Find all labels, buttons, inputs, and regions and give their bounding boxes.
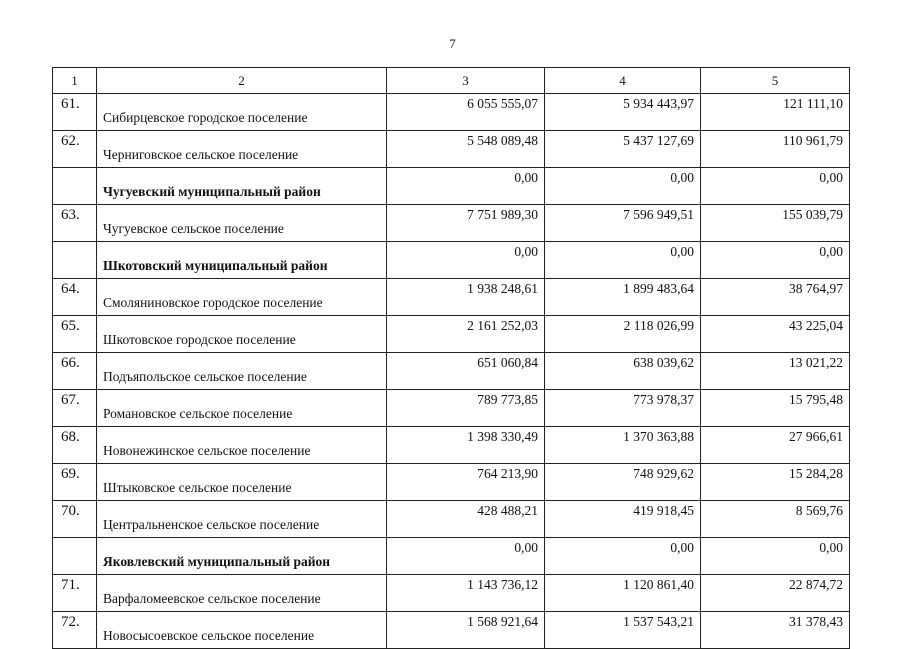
row-col-3-cell [387, 575, 545, 612]
row-col-4: 1 899 483,64 [623, 281, 694, 296]
row-col-4: 7 596 949,51 [623, 207, 694, 222]
allocation-table [52, 67, 850, 649]
table-row [53, 575, 850, 612]
row-col-4-cell [545, 131, 701, 168]
header-col-4: 4 [545, 68, 701, 94]
header-col-3: 3 [387, 68, 545, 94]
row-name: Варфаломеевское сельское поселение [103, 591, 321, 606]
row-col-5: 15 795,48 [789, 392, 843, 407]
row-number-cell [53, 353, 97, 390]
row-col-3: 651 060,84 [477, 355, 538, 370]
row-name: Яковлевский муниципальный район [103, 554, 331, 569]
row-name-cell [97, 205, 387, 242]
row-col-5: 38 764,97 [789, 281, 843, 296]
row-name: Новонежинское сельское поселение [103, 443, 311, 458]
row-col-4: 5 437 127,69 [623, 133, 694, 148]
row-name-cell [97, 168, 387, 205]
row-name: Подъяпольское сельское поселение [103, 369, 307, 384]
row-name-cell [97, 538, 387, 575]
row-col-3-cell [387, 131, 545, 168]
row-col-3-cell [387, 538, 545, 575]
header-col-5: 5 [701, 68, 850, 94]
row-col-3-cell [387, 464, 545, 501]
row-number: 67. [61, 392, 80, 408]
table-row [53, 390, 850, 427]
row-col-4: 1 537 543,21 [623, 614, 694, 629]
row-col-3-cell [387, 353, 545, 390]
row-name: Смоляниновское городское поселение [103, 295, 323, 310]
row-number-cell [53, 390, 97, 427]
row-col-3-cell [387, 94, 545, 131]
row-col-3: 7 751 989,30 [467, 207, 538, 222]
row-col-5-cell [701, 131, 850, 168]
row-name: Романовское сельское поселение [103, 406, 293, 421]
table-row [53, 464, 850, 501]
row-col-5-cell [701, 575, 850, 612]
row-name-cell [97, 242, 387, 279]
row-number: 65. [61, 318, 80, 334]
row-col-3-cell [387, 279, 545, 316]
table-row [53, 279, 850, 316]
district-row [53, 538, 850, 575]
row-col-4: 773 978,37 [633, 392, 694, 407]
table-row [53, 94, 850, 131]
row-col-5: 155 039,79 [782, 207, 843, 222]
row-col-5: 43 225,04 [789, 318, 843, 333]
row-col-3: 2 161 252,03 [467, 318, 538, 333]
row-name: Сибирцевское городское поселение [103, 110, 308, 125]
row-col-4: 748 929,62 [633, 466, 694, 481]
row-name-cell [97, 279, 387, 316]
row-col-4: 1 120 861,40 [623, 577, 694, 592]
row-col-5-cell [701, 168, 850, 205]
row-col-4-cell [545, 464, 701, 501]
row-col-4: 0,00 [670, 540, 694, 555]
row-col-5-cell [701, 427, 850, 464]
row-name-cell [97, 131, 387, 168]
row-col-5: 110 961,79 [782, 133, 843, 148]
row-name-cell [97, 501, 387, 538]
row-name-cell [97, 575, 387, 612]
row-number: 62. [61, 133, 80, 149]
row-number-cell [53, 242, 97, 279]
header-col-1: 1 [53, 68, 97, 94]
row-col-3: 428 488,21 [477, 503, 538, 518]
row-col-4: 1 370 363,88 [623, 429, 694, 444]
row-col-4: 0,00 [670, 170, 694, 185]
row-col-4: 638 039,62 [633, 355, 694, 370]
row-name: Шкотовское городское поселение [103, 332, 296, 347]
row-col-3-cell [387, 168, 545, 205]
row-number: 66. [61, 355, 80, 371]
row-col-3: 5 548 089,48 [467, 133, 538, 148]
row-name: Штыковское сельское поселение [103, 480, 292, 495]
row-col-3-cell [387, 501, 545, 538]
row-number-cell [53, 575, 97, 612]
row-name: Центральненское сельское поселение [103, 517, 320, 532]
row-col-3-cell [387, 427, 545, 464]
row-name-cell [97, 390, 387, 427]
row-col-4-cell [545, 242, 701, 279]
row-number-cell [53, 205, 97, 242]
row-col-3: 1 143 736,12 [467, 577, 538, 592]
row-col-4-cell [545, 353, 701, 390]
row-col-5: 15 284,28 [789, 466, 843, 481]
row-col-5: 8 569,76 [795, 503, 843, 518]
table-body [53, 94, 850, 649]
row-number: 64. [61, 281, 80, 297]
row-number: 61. [61, 96, 80, 112]
row-col-5: 0,00 [819, 244, 843, 259]
row-name-cell [97, 427, 387, 464]
row-number-cell [53, 538, 97, 575]
row-number-cell [53, 168, 97, 205]
row-number-cell [53, 427, 97, 464]
row-col-4: 2 118 026,99 [623, 318, 694, 333]
row-col-5-cell [701, 279, 850, 316]
row-col-4-cell [545, 168, 701, 205]
table-row [53, 427, 850, 464]
table-row [53, 131, 850, 168]
header-col-2: 2 [97, 68, 387, 94]
row-col-3: 0,00 [514, 170, 538, 185]
row-col-4: 5 934 443,97 [623, 96, 694, 111]
row-name: Черниговское сельское поселение [103, 147, 299, 162]
row-number-cell [53, 501, 97, 538]
row-number: 63. [61, 207, 80, 223]
row-col-5-cell [701, 501, 850, 538]
row-col-5-cell [701, 353, 850, 390]
row-col-4: 419 918,45 [633, 503, 694, 518]
row-name-cell [97, 94, 387, 131]
row-number: 72. [61, 614, 80, 630]
row-name: Новосысоевское сельское поселение [103, 628, 315, 643]
row-number: 71. [61, 577, 80, 593]
row-col-3: 1 568 921,64 [467, 614, 538, 629]
row-col-4-cell [545, 390, 701, 427]
row-col-4-cell [545, 538, 701, 575]
row-col-5-cell [701, 390, 850, 427]
row-col-5: 22 874,72 [789, 577, 843, 592]
row-col-5: 121 111,10 [783, 96, 843, 111]
table-row [53, 501, 850, 538]
row-col-5-cell [701, 538, 850, 575]
row-col-4-cell [545, 575, 701, 612]
row-col-5-cell [701, 94, 850, 131]
row-col-5: 27 966,61 [789, 429, 843, 444]
row-number-cell [53, 279, 97, 316]
district-row [53, 168, 850, 205]
row-col-4-cell [545, 279, 701, 316]
row-col-3: 0,00 [514, 540, 538, 555]
row-number: 70. [61, 503, 80, 519]
table-row [53, 205, 850, 242]
row-col-5: 0,00 [819, 540, 843, 555]
row-number-cell [53, 464, 97, 501]
header-row [53, 68, 850, 94]
row-col-5: 0,00 [819, 170, 843, 185]
row-col-5: 13 021,22 [789, 355, 843, 370]
row-col-5: 31 378,43 [789, 614, 843, 629]
table-row [53, 316, 850, 353]
row-col-5-cell [701, 464, 850, 501]
row-col-4-cell [545, 427, 701, 464]
row-col-4-cell [545, 612, 701, 649]
row-col-4: 0,00 [670, 244, 694, 259]
district-row [53, 242, 850, 279]
row-number-cell [53, 94, 97, 131]
row-col-3: 6 055 555,07 [467, 96, 538, 111]
row-col-3-cell [387, 205, 545, 242]
row-col-3-cell [387, 316, 545, 353]
row-col-3: 1 938 248,61 [467, 281, 538, 296]
row-col-3-cell [387, 390, 545, 427]
row-col-3-cell [387, 242, 545, 279]
row-col-5-cell [701, 316, 850, 353]
row-col-4-cell [545, 205, 701, 242]
row-number-cell [53, 612, 97, 649]
row-name: Шкотовский муниципальный район [103, 258, 328, 273]
row-number-cell [53, 316, 97, 353]
row-number-cell [53, 131, 97, 168]
row-col-3-cell [387, 612, 545, 649]
row-name-cell [97, 464, 387, 501]
table-row [53, 353, 850, 390]
row-col-4-cell [545, 94, 701, 131]
row-col-5-cell [701, 612, 850, 649]
row-name-cell [97, 353, 387, 390]
row-name: Чугуевский муниципальный район [103, 184, 321, 199]
page-number: 7 [449, 36, 456, 51]
row-col-4-cell [545, 316, 701, 353]
row-col-3: 789 773,85 [477, 392, 538, 407]
row-name: Чугуевское сельское поселение [103, 221, 284, 236]
row-col-4-cell [545, 501, 701, 538]
row-col-5-cell [701, 205, 850, 242]
row-col-3: 764 213,90 [477, 466, 538, 481]
row-name-cell [97, 612, 387, 649]
row-col-5-cell [701, 242, 850, 279]
row-name-cell [97, 316, 387, 353]
row-col-3: 0,00 [514, 244, 538, 259]
table-row [53, 612, 850, 649]
row-number: 69. [61, 466, 80, 482]
row-col-3: 1 398 330,49 [467, 429, 538, 444]
row-number: 68. [61, 429, 80, 445]
